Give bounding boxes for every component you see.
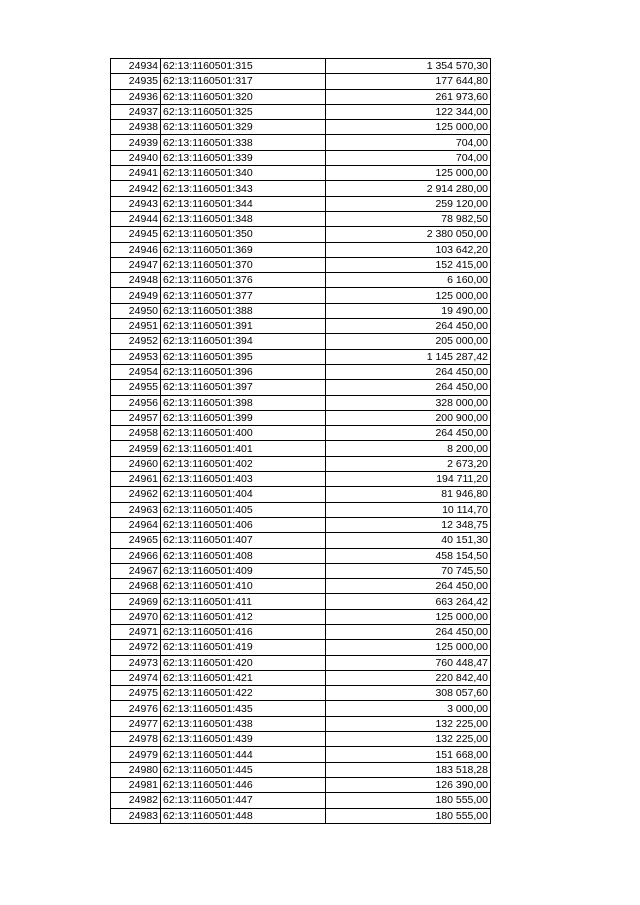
value-cell: 308 057,60 [326, 686, 491, 701]
table-row [111, 410, 491, 425]
cadastral-number-cell: 62:13:1160501:344 [161, 196, 326, 211]
row-number-cell: 24967 [111, 563, 161, 578]
row-number-cell: 24974 [111, 670, 161, 685]
value-cell: 264 450,00 [326, 624, 491, 639]
cadastral-number-cell: 62:13:1160501:448 [161, 808, 326, 823]
cadastral-value-table [110, 58, 491, 824]
row-number-cell: 24977 [111, 716, 161, 731]
value-cell: 177 644,80 [326, 74, 491, 89]
row-number-cell: 24938 [111, 120, 161, 135]
value-cell: 10 114,70 [326, 502, 491, 517]
cadastral-number-cell: 62:13:1160501:405 [161, 502, 326, 517]
table-row [111, 487, 491, 502]
row-number-cell: 24972 [111, 640, 161, 655]
value-cell: 6 160,00 [326, 273, 491, 288]
value-cell: 8 200,00 [326, 441, 491, 456]
cadastral-number-cell: 62:13:1160501:370 [161, 257, 326, 272]
value-cell: 151 668,00 [326, 747, 491, 762]
row-number-cell: 24960 [111, 456, 161, 471]
row-number-cell: 24956 [111, 395, 161, 410]
row-number-cell: 24953 [111, 349, 161, 364]
cadastral-number-cell: 62:13:1160501:412 [161, 609, 326, 624]
table-row [111, 257, 491, 272]
cadastral-number-cell: 62:13:1160501:409 [161, 563, 326, 578]
cadastral-number-cell: 62:13:1160501:395 [161, 349, 326, 364]
cadastral-number-cell: 62:13:1160501:445 [161, 762, 326, 777]
row-number-cell: 24973 [111, 655, 161, 670]
table-row [111, 426, 491, 441]
row-number-cell: 24942 [111, 181, 161, 196]
table-row [111, 59, 491, 74]
cadastral-number-cell: 62:13:1160501:446 [161, 777, 326, 792]
row-number-cell: 24949 [111, 288, 161, 303]
row-number-cell: 24941 [111, 166, 161, 181]
cadastral-number-cell: 62:13:1160501:438 [161, 716, 326, 731]
row-number-cell: 24952 [111, 334, 161, 349]
row-number-cell: 24943 [111, 196, 161, 211]
value-cell: 194 711,20 [326, 472, 491, 487]
value-cell: 261 973,60 [326, 89, 491, 104]
cadastral-number-cell: 62:13:1160501:338 [161, 135, 326, 150]
table-row [111, 640, 491, 655]
value-cell: 264 450,00 [326, 426, 491, 441]
table-row [111, 793, 491, 808]
table-row [111, 242, 491, 257]
cadastral-number-cell: 62:13:1160501:388 [161, 303, 326, 318]
row-number-cell: 24944 [111, 211, 161, 226]
value-cell: 200 900,00 [326, 410, 491, 425]
cadastral-number-cell: 62:13:1160501:402 [161, 456, 326, 471]
value-cell: 81 946,80 [326, 487, 491, 502]
row-number-cell: 24969 [111, 594, 161, 609]
row-number-cell: 24962 [111, 487, 161, 502]
table-row [111, 89, 491, 104]
row-number-cell: 24980 [111, 762, 161, 777]
row-number-cell: 24983 [111, 808, 161, 823]
cadastral-number-cell: 62:13:1160501:325 [161, 104, 326, 119]
table-row [111, 288, 491, 303]
row-number-cell: 24982 [111, 793, 161, 808]
row-number-cell: 24947 [111, 257, 161, 272]
table-row [111, 196, 491, 211]
table-row [111, 120, 491, 135]
cadastral-number-cell: 62:13:1160501:391 [161, 319, 326, 334]
value-cell: 40 151,30 [326, 533, 491, 548]
cadastral-number-cell: 62:13:1160501:340 [161, 166, 326, 181]
table-row [111, 211, 491, 226]
table-row [111, 227, 491, 242]
value-cell: 760 448,47 [326, 655, 491, 670]
cadastral-number-cell: 62:13:1160501:416 [161, 624, 326, 639]
value-cell: 132 225,00 [326, 732, 491, 747]
table-row [111, 150, 491, 165]
cadastral-number-cell: 62:13:1160501:376 [161, 273, 326, 288]
row-number-cell: 24940 [111, 150, 161, 165]
row-number-cell: 24966 [111, 548, 161, 563]
cadastral-number-cell: 62:13:1160501:406 [161, 517, 326, 532]
table-row [111, 732, 491, 747]
value-cell: 264 450,00 [326, 579, 491, 594]
row-number-cell: 24965 [111, 533, 161, 548]
table-row [111, 548, 491, 563]
row-number-cell: 24954 [111, 364, 161, 379]
cadastral-number-cell: 62:13:1160501:329 [161, 120, 326, 135]
row-number-cell: 24971 [111, 624, 161, 639]
value-cell: 125 000,00 [326, 120, 491, 135]
value-cell: 3 000,00 [326, 701, 491, 716]
table-row [111, 74, 491, 89]
table-row [111, 670, 491, 685]
table-row [111, 517, 491, 532]
row-number-cell: 24975 [111, 686, 161, 701]
cadastral-number-cell: 62:13:1160501:343 [161, 181, 326, 196]
cadastral-number-cell: 62:13:1160501:350 [161, 227, 326, 242]
cadastral-number-cell: 62:13:1160501:401 [161, 441, 326, 456]
table-row [111, 166, 491, 181]
cadastral-number-cell: 62:13:1160501:407 [161, 533, 326, 548]
cadastral-number-cell: 62:13:1160501:421 [161, 670, 326, 685]
row-number-cell: 24968 [111, 579, 161, 594]
table-row [111, 762, 491, 777]
cadastral-number-cell: 62:13:1160501:411 [161, 594, 326, 609]
table-row [111, 624, 491, 639]
cadastral-number-cell: 62:13:1160501:348 [161, 211, 326, 226]
value-cell: 1 145 287,42 [326, 349, 491, 364]
cadastral-number-cell: 62:13:1160501:369 [161, 242, 326, 257]
row-number-cell: 24958 [111, 426, 161, 441]
table-row [111, 380, 491, 395]
table-row [111, 364, 491, 379]
table-row [111, 701, 491, 716]
table-row [111, 716, 491, 731]
cadastral-number-cell: 62:13:1160501:403 [161, 472, 326, 487]
table-row [111, 395, 491, 410]
value-cell: 328 000,00 [326, 395, 491, 410]
table-row [111, 655, 491, 670]
value-cell: 103 642,20 [326, 242, 491, 257]
row-number-cell: 24951 [111, 319, 161, 334]
value-cell: 2 380 050,00 [326, 227, 491, 242]
value-cell: 183 518,28 [326, 762, 491, 777]
cadastral-number-cell: 62:13:1160501:444 [161, 747, 326, 762]
table-row [111, 533, 491, 548]
value-cell: 12 348,75 [326, 517, 491, 532]
cadastral-number-cell: 62:13:1160501:396 [161, 364, 326, 379]
row-number-cell: 24935 [111, 74, 161, 89]
table-row [111, 441, 491, 456]
value-cell: 125 000,00 [326, 609, 491, 624]
value-cell: 125 000,00 [326, 288, 491, 303]
value-cell: 220 842,40 [326, 670, 491, 685]
table-row [111, 502, 491, 517]
table-body [111, 59, 491, 824]
cadastral-number-cell: 62:13:1160501:399 [161, 410, 326, 425]
table-row [111, 319, 491, 334]
value-cell: 126 390,00 [326, 777, 491, 792]
row-number-cell: 24979 [111, 747, 161, 762]
table-row [111, 456, 491, 471]
table-row [111, 808, 491, 823]
value-cell: 259 120,00 [326, 196, 491, 211]
table-row [111, 472, 491, 487]
value-cell: 205 000,00 [326, 334, 491, 349]
cadastral-number-cell: 62:13:1160501:447 [161, 793, 326, 808]
row-number-cell: 24959 [111, 441, 161, 456]
cadastral-number-cell: 62:13:1160501:435 [161, 701, 326, 716]
row-number-cell: 24970 [111, 609, 161, 624]
cadastral-number-cell: 62:13:1160501:439 [161, 732, 326, 747]
value-cell: 125 000,00 [326, 640, 491, 655]
cadastral-number-cell: 62:13:1160501:394 [161, 334, 326, 349]
value-cell: 663 264,42 [326, 594, 491, 609]
table-row [111, 563, 491, 578]
cadastral-number-cell: 62:13:1160501:420 [161, 655, 326, 670]
row-number-cell: 24957 [111, 410, 161, 425]
value-cell: 78 982,50 [326, 211, 491, 226]
cadastral-number-cell: 62:13:1160501:400 [161, 426, 326, 441]
table-row [111, 303, 491, 318]
cadastral-number-cell: 62:13:1160501:320 [161, 89, 326, 104]
value-cell: 2 914 280,00 [326, 181, 491, 196]
cadastral-number-cell: 62:13:1160501:315 [161, 59, 326, 74]
table-row [111, 135, 491, 150]
table-row [111, 104, 491, 119]
cadastral-number-cell: 62:13:1160501:397 [161, 380, 326, 395]
row-number-cell: 24981 [111, 777, 161, 792]
value-cell: 122 344,00 [326, 104, 491, 119]
table-row [111, 579, 491, 594]
row-number-cell: 24936 [111, 89, 161, 104]
table-row [111, 273, 491, 288]
table-row [111, 777, 491, 792]
row-number-cell: 24945 [111, 227, 161, 242]
value-cell: 180 555,00 [326, 808, 491, 823]
value-cell: 264 450,00 [326, 319, 491, 334]
value-cell: 125 000,00 [326, 166, 491, 181]
table-row [111, 686, 491, 701]
value-cell: 704,00 [326, 135, 491, 150]
row-number-cell: 24948 [111, 273, 161, 288]
row-number-cell: 24964 [111, 517, 161, 532]
table-row [111, 349, 491, 364]
table-row [111, 181, 491, 196]
cadastral-number-cell: 62:13:1160501:419 [161, 640, 326, 655]
value-cell: 458 154,50 [326, 548, 491, 563]
row-number-cell: 24955 [111, 380, 161, 395]
table-row [111, 609, 491, 624]
value-cell: 132 225,00 [326, 716, 491, 731]
row-number-cell: 24937 [111, 104, 161, 119]
cadastral-number-cell: 62:13:1160501:398 [161, 395, 326, 410]
row-number-cell: 24961 [111, 472, 161, 487]
cadastral-number-cell: 62:13:1160501:408 [161, 548, 326, 563]
value-cell: 2 673,20 [326, 456, 491, 471]
row-number-cell: 24976 [111, 701, 161, 716]
table-row [111, 334, 491, 349]
table-row [111, 747, 491, 762]
cadastral-number-cell: 62:13:1160501:410 [161, 579, 326, 594]
table-row [111, 594, 491, 609]
value-cell: 152 415,00 [326, 257, 491, 272]
value-cell: 704,00 [326, 150, 491, 165]
cadastral-number-cell: 62:13:1160501:377 [161, 288, 326, 303]
value-cell: 19 490,00 [326, 303, 491, 318]
row-number-cell: 24978 [111, 732, 161, 747]
row-number-cell: 24946 [111, 242, 161, 257]
cadastral-number-cell: 62:13:1160501:422 [161, 686, 326, 701]
row-number-cell: 24963 [111, 502, 161, 517]
row-number-cell: 24939 [111, 135, 161, 150]
value-cell: 264 450,00 [326, 380, 491, 395]
row-number-cell: 24950 [111, 303, 161, 318]
cadastral-number-cell: 62:13:1160501:317 [161, 74, 326, 89]
value-cell: 264 450,00 [326, 364, 491, 379]
value-cell: 70 745,50 [326, 563, 491, 578]
cadastral-number-cell: 62:13:1160501:404 [161, 487, 326, 502]
value-cell: 1 354 570,30 [326, 59, 491, 74]
value-cell: 180 555,00 [326, 793, 491, 808]
row-number-cell: 24934 [111, 59, 161, 74]
cadastral-number-cell: 62:13:1160501:339 [161, 150, 326, 165]
